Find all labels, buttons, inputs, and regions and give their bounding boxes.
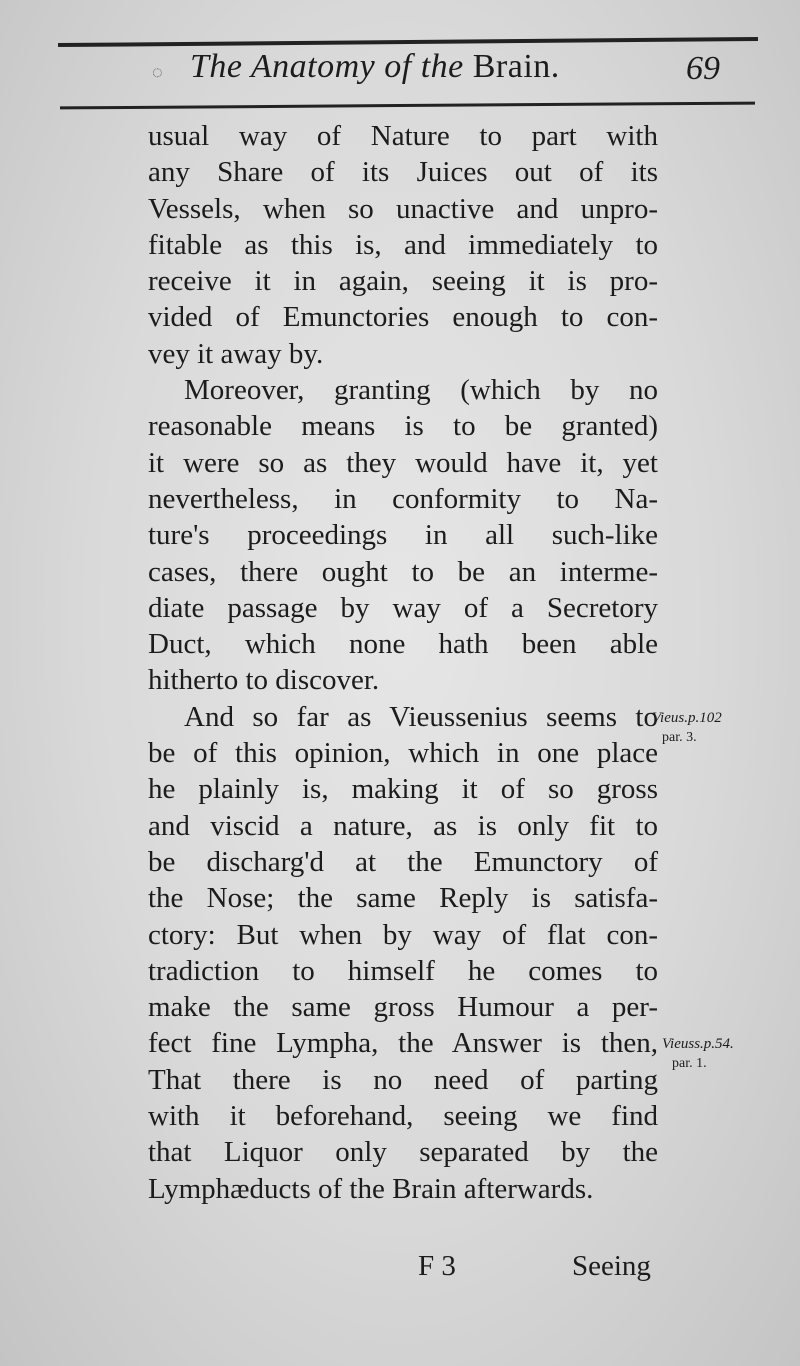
text-line: and viscid a nature, as is only fit to xyxy=(148,809,658,842)
text-line: Vessels, when so unactive and unpro- xyxy=(148,192,658,225)
text-line: cases, there ought to be an interme- xyxy=(148,555,658,588)
running-head xyxy=(190,48,560,86)
margin-note-par: par. 3. xyxy=(662,730,697,745)
text-line: nevertheless, in conformity to Na- xyxy=(148,482,658,515)
margin-note-ref: Vieuss.p.54. xyxy=(662,1036,734,1052)
text-line: Moreover, granting (which by no xyxy=(184,374,658,407)
text-line: he plainly is, making it of so gross xyxy=(148,773,658,806)
margin-note xyxy=(652,708,722,748)
text-line: be discharg'd at the Emunctory of xyxy=(148,845,658,878)
text-line: make the same gross Humour a per- xyxy=(148,991,658,1024)
header-rule-top xyxy=(58,37,758,47)
text-line: receive it in again, seeing it is pro- xyxy=(148,265,658,298)
text-line: with it beforehand, seeing we find xyxy=(148,1100,658,1133)
text-line: fitable as this is, and immediately to xyxy=(148,228,658,261)
signature-mark: F 3 xyxy=(418,1250,456,1282)
text-line: ctory: But when by way of flat con- xyxy=(148,918,658,951)
text-line: reasonable means is to be granted) xyxy=(148,410,658,443)
catchword: Seeing xyxy=(572,1250,651,1282)
running-head-roman: Brain. xyxy=(472,48,560,85)
text-line: fect fine Lympha, the Answer is then, xyxy=(148,1027,658,1060)
text-line: that Liquor only separated by the xyxy=(148,1136,658,1169)
text-line: ture's proceedings in all such-like xyxy=(148,519,658,552)
text-line: tradiction to himself he comes to xyxy=(148,954,658,987)
text-line: any Share of its Juices out of its xyxy=(148,156,658,189)
text-line: vey it away by. xyxy=(148,337,324,370)
body-text xyxy=(148,118,658,1207)
text-line: diate passage by way of a Secretory xyxy=(148,591,658,624)
text-line: Duct, which none hath been able xyxy=(148,628,658,661)
text-line: usual way of Nature to part with xyxy=(148,120,658,152)
text-line: it were so as they would have it, yet xyxy=(148,446,658,479)
text-line: vided of Emunctories enough to con- xyxy=(148,301,658,334)
text-line: the Nose; the same Reply is satisfa- xyxy=(148,882,658,915)
margin-note-ref: Vieus.p.102 xyxy=(652,710,722,726)
text-line: That there is no need of parting xyxy=(148,1063,658,1096)
text-line: hitherto to discover. xyxy=(148,664,380,697)
text-line: And so far as Vieussenius seems to xyxy=(184,700,658,733)
text-line: be of this opinion, which in one place xyxy=(148,737,658,770)
header-rule-bottom xyxy=(60,102,755,110)
margin-note-par: par. 1. xyxy=(672,1056,707,1071)
running-head-italic: The Anatomy of the xyxy=(190,48,464,85)
margin-note xyxy=(662,1034,734,1074)
header-ornament-icon: ◌ xyxy=(152,62,163,82)
page-number: 69 xyxy=(686,50,720,87)
text-line: Lymphæducts of the Brain afterwards. xyxy=(148,1172,594,1205)
